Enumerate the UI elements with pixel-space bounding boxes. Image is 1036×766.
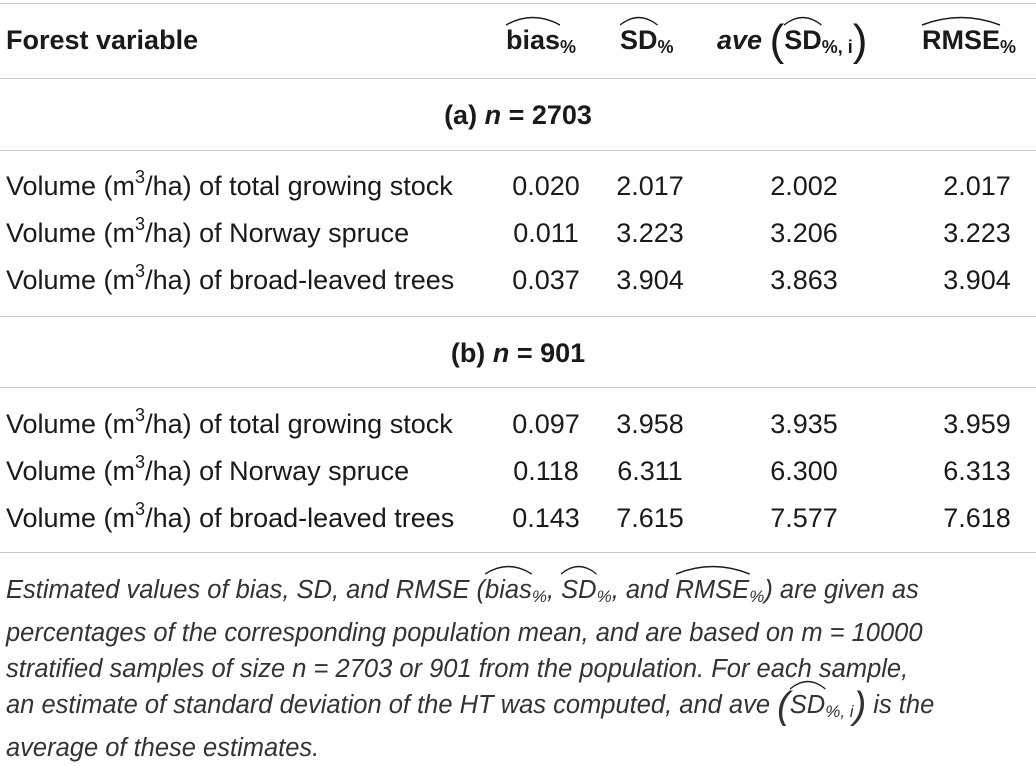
header-ave-text: SD	[784, 25, 822, 55]
footnote-line-4	[6, 687, 1032, 730]
fn-text: an estimate of standard deviation of the HT was computed, and ave	[6, 691, 778, 719]
header-bias-sub: %	[560, 37, 577, 57]
sd-value: 3.958	[616, 409, 684, 439]
hat-accent	[922, 24, 1000, 56]
section-a-bottom-rule	[0, 316, 1036, 317]
row-label-post: /ha) of Norway spruce	[145, 218, 410, 248]
header-bias-text: bias	[506, 25, 561, 55]
row-label-post: /ha) of total growing stock	[145, 171, 453, 201]
table-footnote	[6, 572, 1032, 766]
sd-value: 6.311	[617, 456, 683, 486]
paren-close: )	[853, 685, 867, 727]
header-sd	[620, 24, 674, 63]
ave-value: 7.577	[770, 503, 838, 533]
row-label-post: /ha) of total growing stock	[145, 409, 453, 439]
section-a-var: n	[484, 100, 502, 130]
sd-value: 3.223	[616, 218, 684, 248]
row-label-pre: Volume (m	[6, 171, 136, 201]
section-b-prefix: (b)	[450, 338, 486, 368]
fn-text: ) are given as	[764, 576, 919, 604]
rmse-value: 6.313	[943, 456, 1011, 486]
section-b-label	[0, 337, 1036, 369]
paren-close: )	[852, 16, 868, 65]
header-ave-prefix: ave	[717, 25, 763, 55]
fn-sd-sub: %	[596, 587, 612, 606]
row-label-sup: 3	[135, 214, 146, 234]
rmse-value: 7.618	[943, 503, 1011, 533]
bias-value: 0.037	[512, 265, 580, 295]
section-a-rest: = 2703	[508, 100, 592, 130]
top-rule	[0, 3, 1036, 4]
header-ave-sub: %, i	[821, 37, 853, 57]
footnote-line-3: stratified samples of size n = 2703 or 901 from the population. For each sample,	[6, 655, 909, 683]
row-label-sup: 3	[135, 405, 146, 425]
bias-value: 0.097	[512, 409, 580, 439]
ave-value: 3.863	[770, 265, 838, 295]
row-label-pre: Volume (m	[6, 456, 136, 486]
header-sd-sub: %	[657, 37, 674, 57]
sd-value: 7.615	[616, 503, 684, 533]
rmse-value: 3.223	[943, 218, 1011, 248]
sd-value: 2.017	[616, 171, 684, 201]
ave-value: 2.002	[770, 171, 838, 201]
ave-value: 3.935	[770, 409, 838, 439]
row-label	[6, 405, 453, 440]
rmse-value: 2.017	[943, 171, 1011, 201]
header-rule	[0, 78, 1036, 79]
section-a-label	[0, 99, 1036, 131]
fn-text: , and	[611, 576, 676, 604]
fn-rmse-sub: %	[749, 587, 765, 606]
hat-accent	[784, 24, 822, 56]
fn-text: ,	[546, 576, 562, 604]
bias-value: 0.143	[512, 503, 580, 533]
hat-accent	[790, 687, 825, 723]
footnote-line-1	[6, 572, 1032, 615]
ave-value: 6.300	[770, 456, 838, 486]
header-bias	[506, 24, 576, 63]
row-label-pre: Volume (m	[6, 503, 136, 533]
header-rmse-text: RMSE	[922, 25, 1001, 55]
row-label-pre: Volume (m	[6, 218, 136, 248]
paren-open: (	[769, 16, 785, 65]
section-a-prefix: (a)	[444, 100, 478, 130]
row-label	[6, 452, 410, 487]
fn-sd: SD	[789, 691, 826, 719]
row-label-post: /ha) of broad-leaved trees	[145, 265, 455, 295]
fn-bias: bias	[485, 576, 532, 604]
row-label	[6, 261, 455, 296]
section-b-var: n	[492, 338, 510, 368]
fn-sd-sub: %, i	[825, 702, 854, 721]
footnote-line-5: average of these estimates.	[6, 734, 320, 762]
row-label-post: /ha) of broad-leaved trees	[145, 503, 455, 533]
row-label	[6, 214, 410, 249]
fn-text: is the	[866, 691, 935, 719]
bias-value: 0.020	[512, 171, 580, 201]
bottom-rule	[0, 552, 1036, 553]
bias-value: 0.118	[513, 456, 579, 486]
sd-value: 3.904	[616, 265, 684, 295]
footnote-line-2: percentages of the corresponding population mean, and are based on m = 10000	[6, 619, 923, 647]
fn-rmse: RMSE	[675, 576, 750, 604]
ave-value: 3.206	[770, 218, 838, 248]
row-label-pre: Volume (m	[6, 265, 136, 295]
fn-sd: SD	[561, 576, 597, 604]
rmse-value: 3.959	[943, 409, 1011, 439]
fn-bias-sub: %	[531, 587, 547, 606]
row-label-post: /ha) of Norway spruce	[145, 456, 410, 486]
hat-accent	[485, 572, 532, 608]
header-forest-variable: Forest variable	[6, 25, 199, 55]
header-ave	[717, 16, 868, 65]
bias-value: 0.011	[513, 218, 579, 248]
hat-accent	[506, 24, 560, 56]
row-label-pre: Volume (m	[6, 409, 136, 439]
row-label-sup: 3	[135, 452, 146, 472]
hat-accent	[561, 572, 596, 608]
header-rmse-sub: %	[1000, 37, 1017, 57]
rmse-value: 3.904	[943, 265, 1011, 295]
hat-accent	[676, 572, 750, 608]
row-label	[6, 499, 455, 534]
row-label-sup: 3	[135, 499, 146, 519]
section-b-rule	[0, 387, 1036, 388]
section-a-rule	[0, 150, 1036, 151]
header-sd-text: SD	[620, 25, 658, 55]
section-b-rest: = 901	[516, 338, 586, 368]
row-label-sup: 3	[135, 261, 146, 281]
row-label	[6, 167, 453, 202]
header-rmse	[922, 24, 1016, 63]
fn-text: Estimated values of bias, SD, and RMSE (	[6, 576, 486, 604]
row-label-sup: 3	[135, 167, 146, 187]
hat-accent	[620, 24, 658, 56]
paren-open: (	[777, 685, 790, 727]
